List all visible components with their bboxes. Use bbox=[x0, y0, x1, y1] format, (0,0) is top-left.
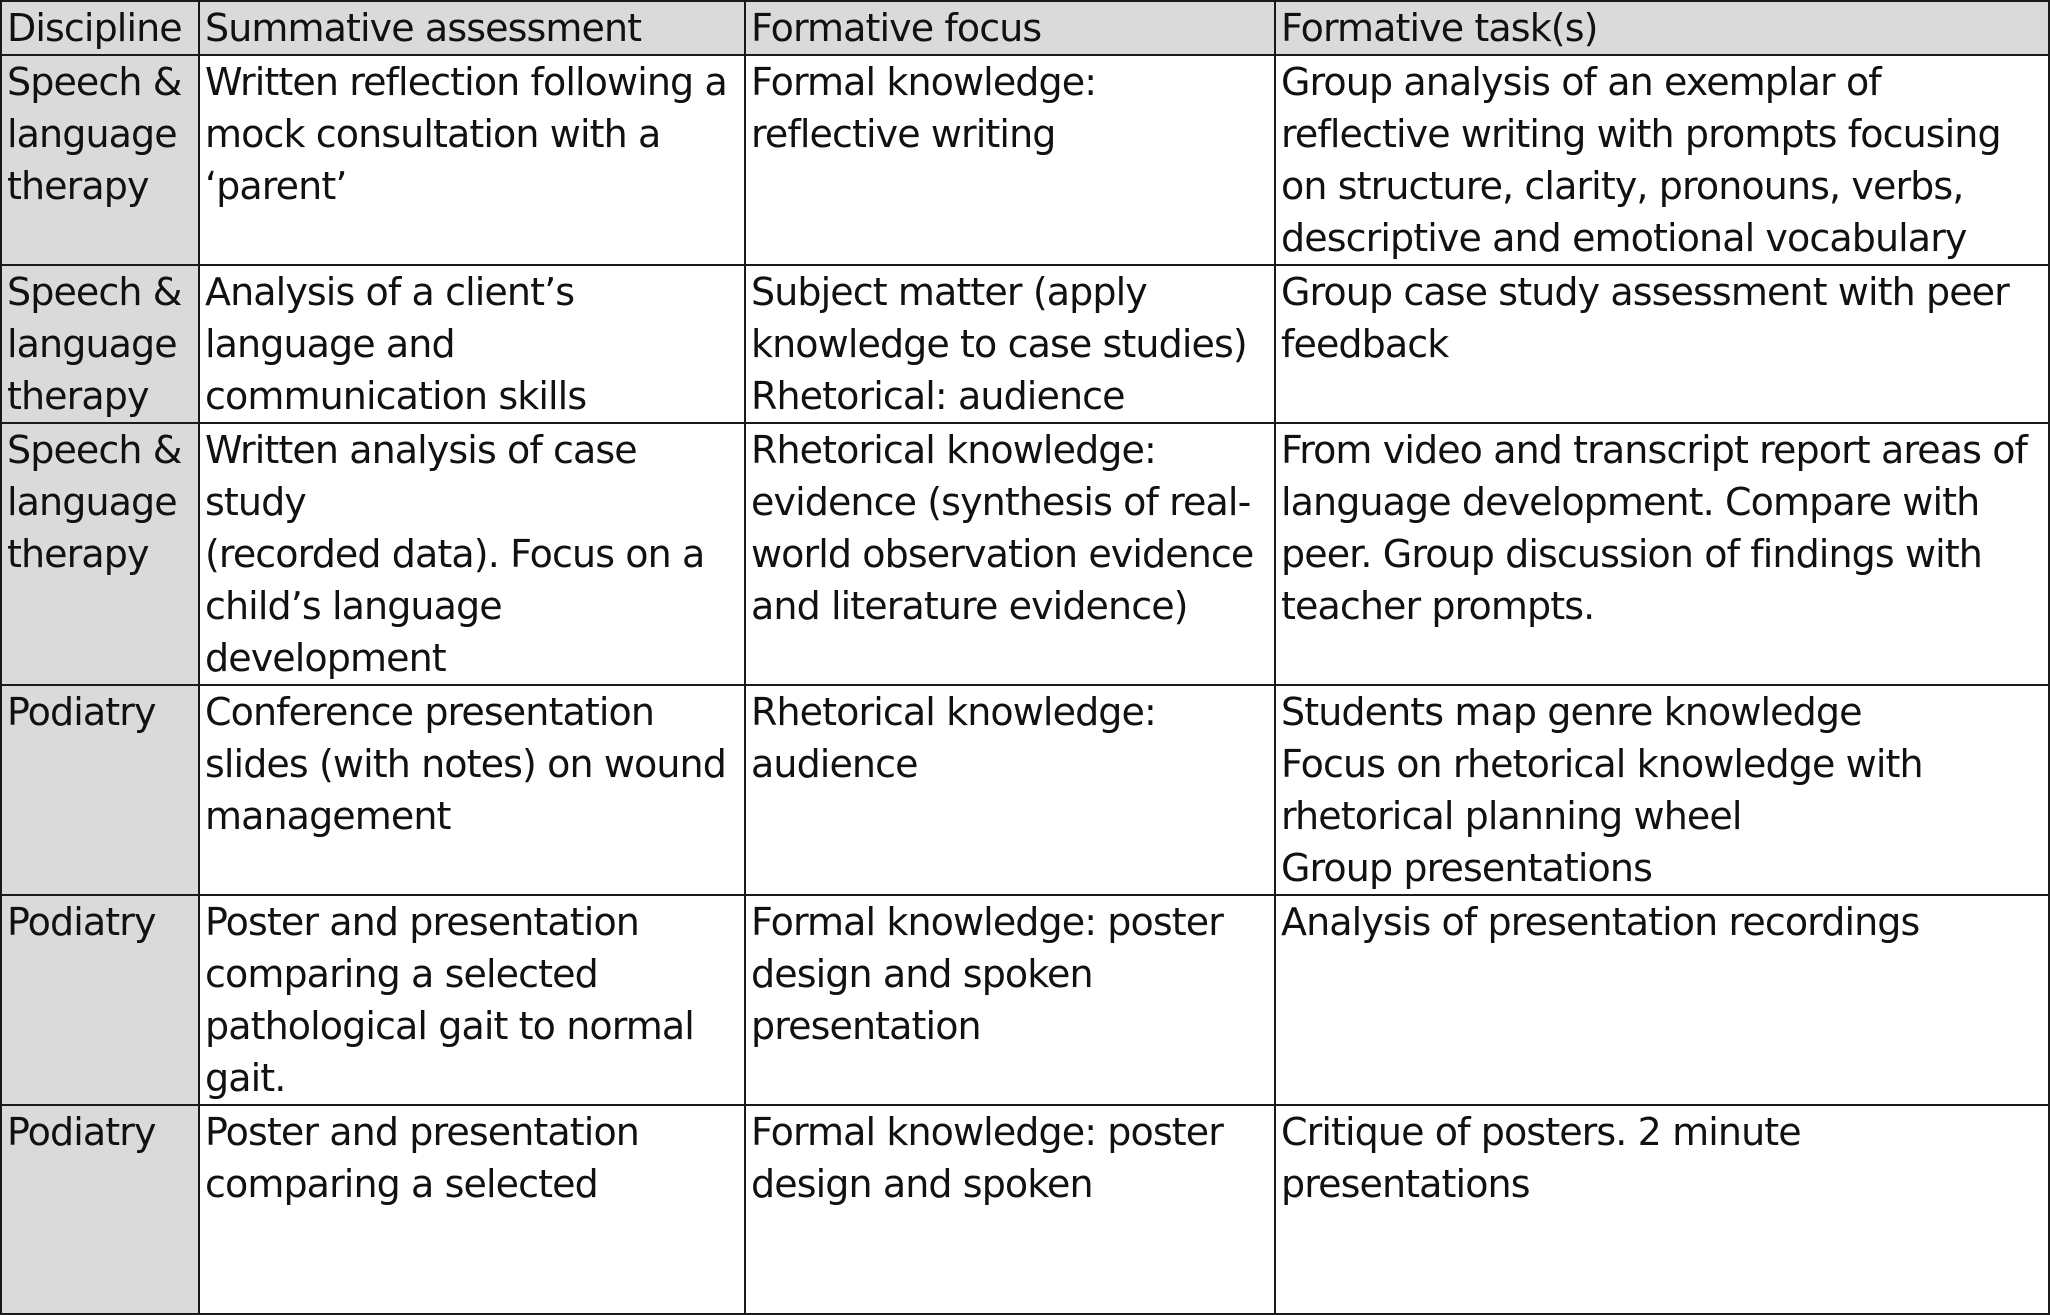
focus-cell: Formal knowledge: poster design and spoken bbox=[745, 1105, 1275, 1314]
focus-cell: Formal knowledge: poster design and spoken presentation bbox=[745, 895, 1275, 1105]
tasks-cell: Analysis of presentation recordings bbox=[1275, 895, 2049, 1105]
summative-cell: Written reflection following a mock consultation with a ‘parent’ bbox=[199, 55, 745, 265]
table-row bbox=[1, 55, 2049, 265]
header-formative-focus: Formative focus bbox=[745, 1, 1275, 55]
focus-cell: Subject matter (apply knowledge to case studies) Rhetorical: audience bbox=[745, 265, 1275, 423]
discipline-cell: Speech & language therapy bbox=[1, 55, 199, 265]
focus-cell: Rhetorical knowledge: audience bbox=[745, 685, 1275, 895]
discipline-cell: Speech & language therapy bbox=[1, 423, 199, 685]
summative-cell: Written analysis of case study (recorded data). Focus on a child’s language development bbox=[199, 423, 745, 685]
discipline-cell: Podiatry bbox=[1, 685, 199, 895]
tasks-cell: Students map genre knowledge Focus on rhetorical knowledge with rhetorical planning wheel Group presentations bbox=[1275, 685, 2049, 895]
tasks-cell: Group analysis of an exemplar of reflective writing with prompts focusing on structure, clarity, pronouns, verbs, descriptive and emotional vocabulary bbox=[1275, 55, 2049, 265]
discipline-cell: Speech & language therapy bbox=[1, 265, 199, 423]
focus-cell: Formal knowledge: reflective writing bbox=[745, 55, 1275, 265]
table-row bbox=[1, 1105, 2049, 1314]
tasks-cell: From video and transcript report areas of language development. Compare with peer. Group discussion of findings with teacher prompts. bbox=[1275, 423, 2049, 685]
summative-cell: Conference presentation slides (with notes) on wound management bbox=[199, 685, 745, 895]
header-discipline: Discipline bbox=[1, 1, 199, 55]
discipline-cell: Podiatry bbox=[1, 1105, 199, 1314]
tasks-cell: Group case study assessment with peer feedback bbox=[1275, 265, 2049, 423]
table-row bbox=[1, 895, 2049, 1105]
table-row bbox=[1, 685, 2049, 895]
table-row bbox=[1, 265, 2049, 423]
table-row bbox=[1, 423, 2049, 685]
discipline-cell: Podiatry bbox=[1, 895, 199, 1105]
header-summative-assessment: Summative assessment bbox=[199, 1, 745, 55]
summative-cell: Poster and presentation comparing a selected pathological gait to normal gait. bbox=[199, 895, 745, 1105]
summative-cell: Poster and presentation comparing a selected bbox=[199, 1105, 745, 1314]
focus-cell: Rhetorical knowledge: evidence (synthesis of real- world observation evidence and literature evidence) bbox=[745, 423, 1275, 685]
header-formative-tasks: Formative task(s) bbox=[1275, 1, 2049, 55]
header-row bbox=[1, 1, 2049, 55]
summative-cell: Analysis of a client’s language and communication skills bbox=[199, 265, 745, 423]
tasks-cell: Critique of posters. 2 minute presentations bbox=[1275, 1105, 2049, 1314]
